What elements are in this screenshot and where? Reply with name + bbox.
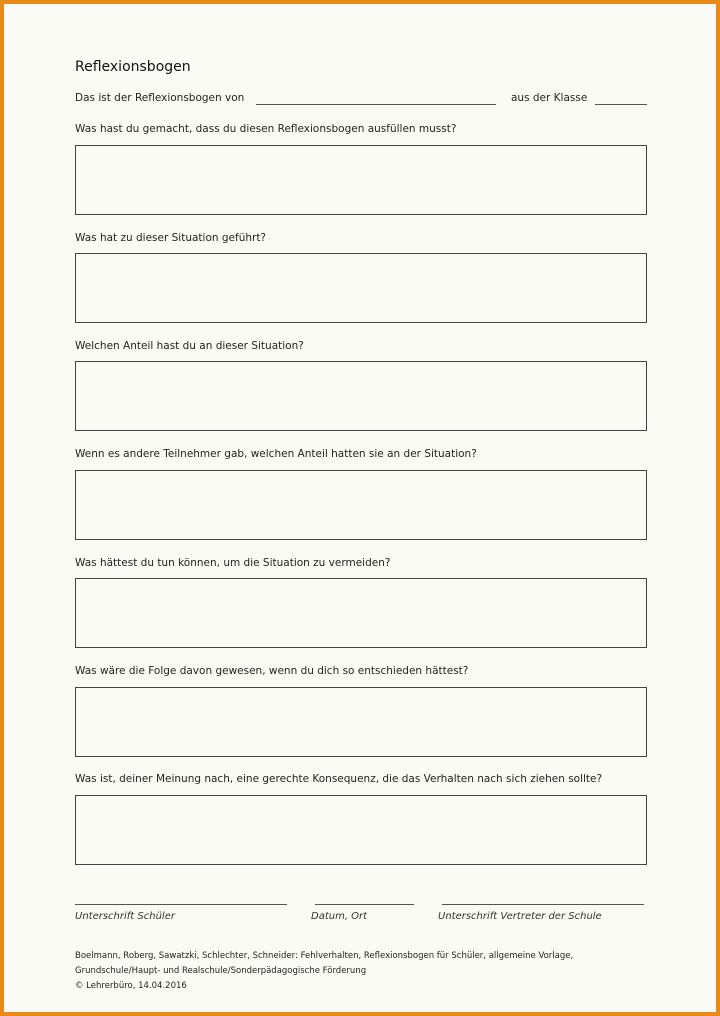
question-1: Was hast du gemacht, dass du diesen Reflexionsbogen ausfüllen musst?	[75, 123, 457, 135]
page-title: Reflexionsbogen	[75, 59, 191, 75]
name-prefix-label: Das ist der Reflexionsbogen von	[75, 92, 245, 104]
answer-box-4[interactable]	[75, 470, 647, 540]
question-5: Was hättest du tun können, um die Situation zu vermeiden?	[75, 557, 391, 569]
footer-line-3: © Lehrerbüro, 14.04.2016	[75, 981, 187, 991]
question-7: Was ist, deiner Meinung nach, eine gerechte Konsequenz, die das Verhalten nach sich ziehen sollte?	[75, 773, 603, 785]
class-field[interactable]	[595, 104, 647, 105]
question-2: Was hat zu dieser Situation geführt?	[75, 232, 267, 244]
question-4: Wenn es andere Teilnehmer gab, welchen Anteil hatten sie an der Situation?	[75, 448, 477, 460]
answer-box-6[interactable]	[75, 687, 647, 757]
footer-line-2: Grundschule/Haupt- und Realschule/Sonderpädagogische Förderung	[75, 966, 367, 976]
answer-box-2[interactable]	[75, 253, 647, 323]
footer-line-1: Boelmann, Roberg, Sawatzki, Schlechter, Schneider: Fehlverhalten, Reflexionsbogen für Schüler, allgemeine Vorlage,	[75, 951, 574, 961]
student-name-field[interactable]	[256, 104, 496, 105]
answer-box-3[interactable]	[75, 361, 647, 431]
name-row	[75, 92, 655, 108]
school-signature-label: Unterschrift Vertreter der Schule	[438, 911, 602, 922]
answer-box-5[interactable]	[75, 578, 647, 648]
school-signature-line[interactable]	[442, 904, 644, 905]
footer-citation	[75, 949, 645, 994]
answer-box-7[interactable]	[75, 795, 647, 865]
answer-box-1[interactable]	[75, 145, 647, 215]
question-6: Was wäre die Folge davon gewesen, wenn du dich so entschieden hättest?	[75, 665, 469, 677]
class-label: aus der Klasse	[511, 92, 588, 104]
question-3: Welchen Anteil hast du an dieser Situation?	[75, 340, 304, 352]
student-signature-label: Unterschrift Schüler	[75, 911, 175, 922]
date-place-line[interactable]	[315, 904, 414, 905]
date-place-label: Datum, Ort	[311, 911, 368, 922]
student-signature-line[interactable]	[75, 904, 287, 905]
